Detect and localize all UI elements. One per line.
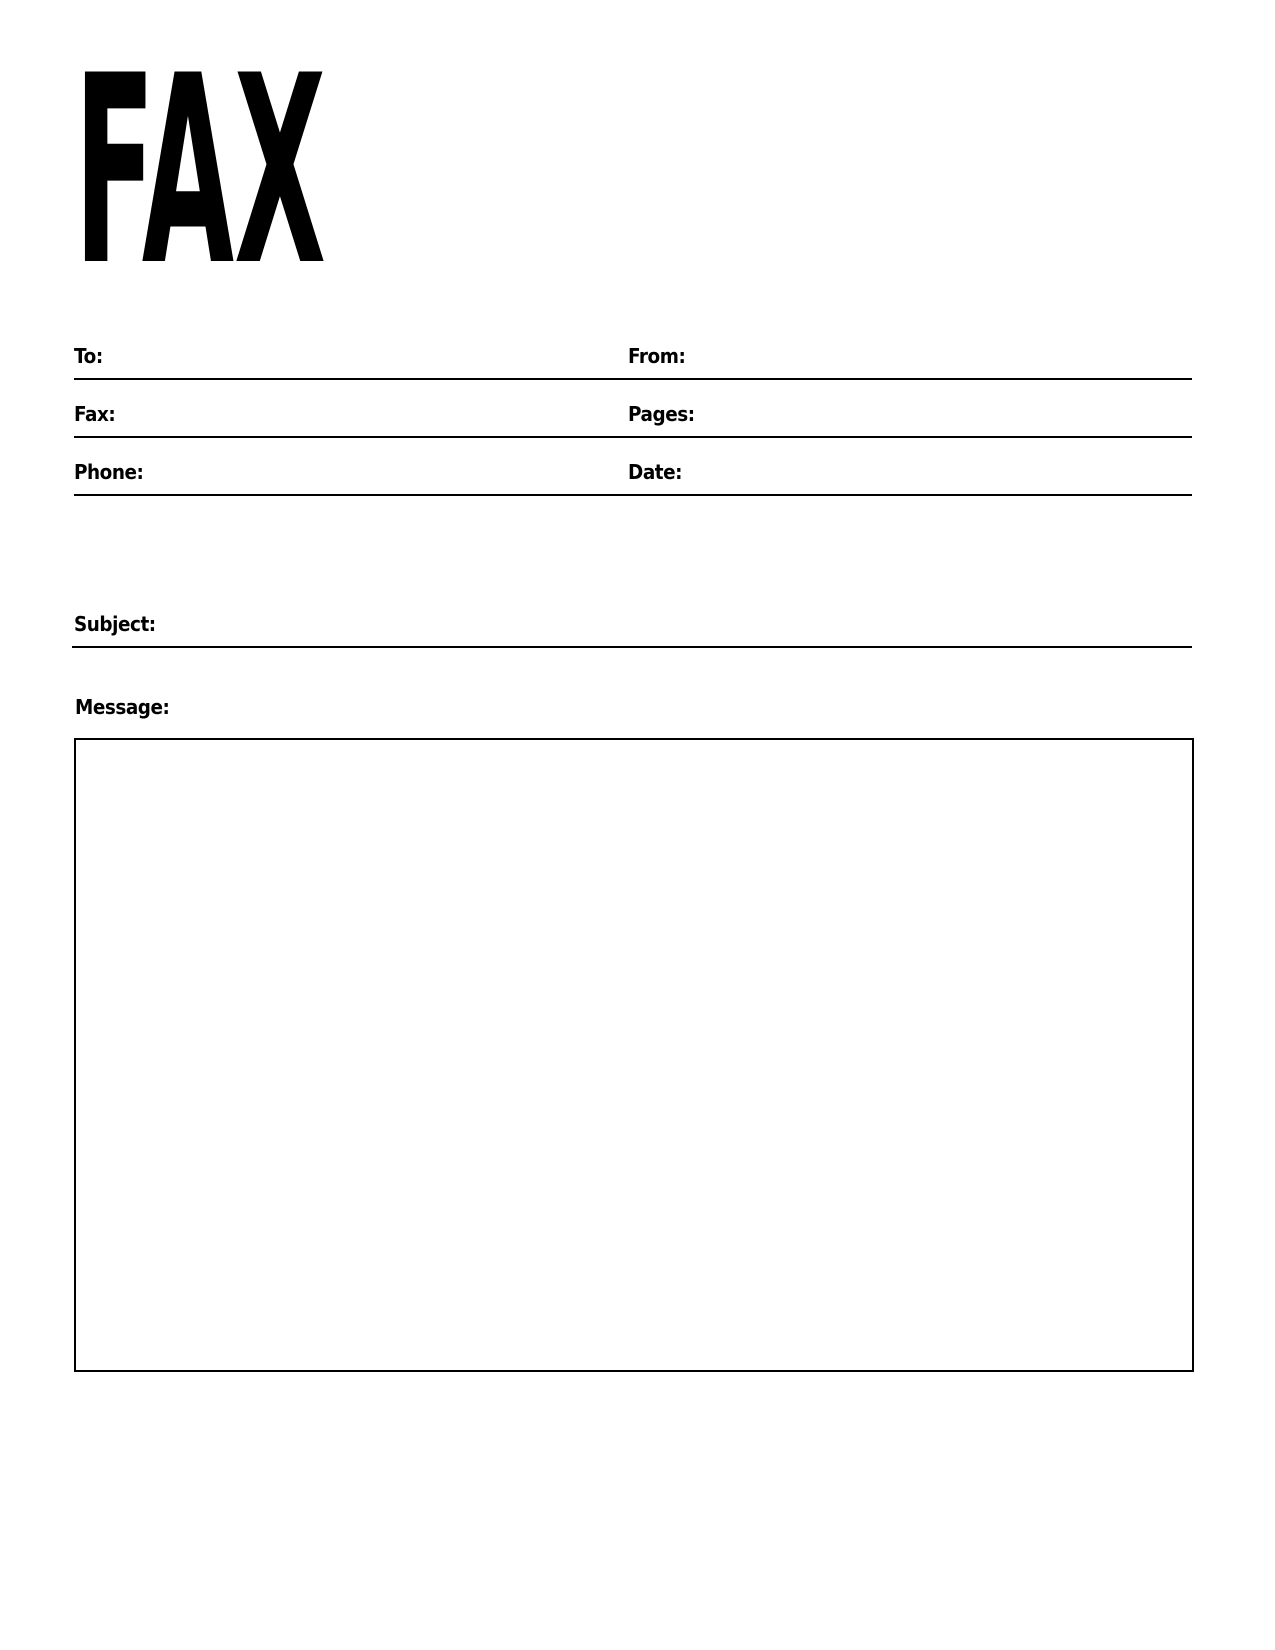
pages-label: Pages: — [628, 402, 695, 426]
phone-date-row — [74, 450, 1192, 496]
fax-title-text: FAX — [74, 21, 326, 323]
subject-row — [72, 598, 1192, 648]
fax-title — [74, 21, 334, 323]
phone-label: Phone: — [74, 460, 144, 484]
fax-label: Fax: — [74, 402, 116, 426]
message-label: Message: — [75, 695, 170, 719]
message-box — [74, 738, 1194, 1372]
fax-pages-row — [74, 392, 1192, 438]
subject-label: Subject: — [74, 612, 156, 636]
date-label: Date: — [628, 460, 683, 484]
to-from-row — [74, 334, 1192, 380]
to-label: To: — [74, 344, 103, 368]
from-label: From: — [628, 344, 686, 368]
